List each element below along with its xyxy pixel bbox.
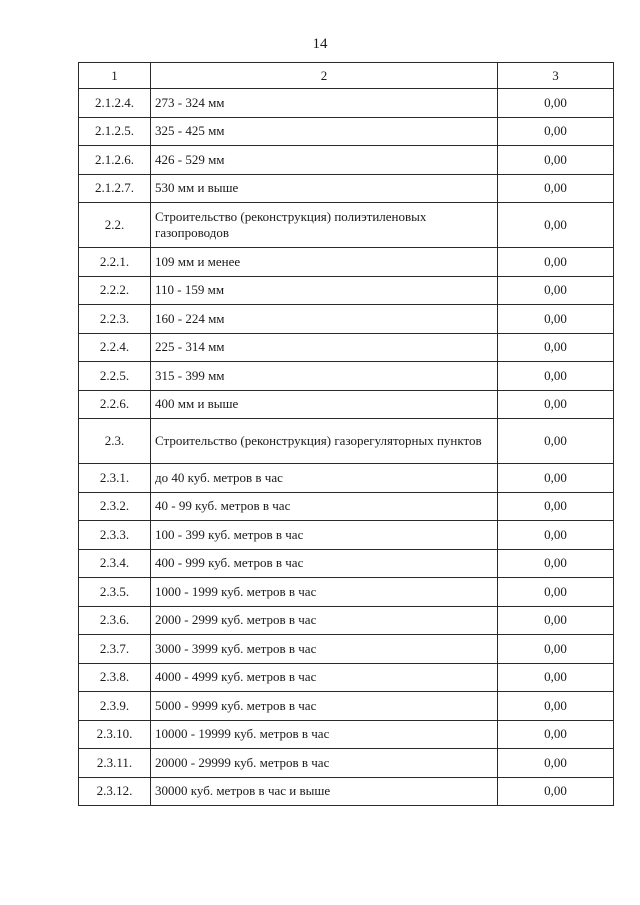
row-code: 2.3.9. (79, 692, 151, 721)
column-header-3: 3 (498, 63, 614, 89)
row-code: 2.3.11. (79, 749, 151, 778)
table-row (79, 578, 614, 607)
row-description: 315 - 399 мм (151, 362, 498, 391)
row-value: 0,00 (498, 390, 614, 419)
column-header-1: 1 (79, 63, 151, 89)
table-row (79, 117, 614, 146)
row-code: 2.2. (79, 203, 151, 248)
row-value: 0,00 (498, 203, 614, 248)
row-code: 2.3.4. (79, 549, 151, 578)
row-description: 4000 - 4999 куб. метров в час (151, 663, 498, 692)
row-value: 0,00 (498, 146, 614, 175)
row-code: 2.3.7. (79, 635, 151, 664)
row-code: 2.3.3. (79, 521, 151, 550)
row-value: 0,00 (498, 89, 614, 118)
row-code: 2.2.3. (79, 305, 151, 334)
table-row (79, 174, 614, 203)
table-row (79, 390, 614, 419)
table-row (79, 89, 614, 118)
row-code: 2.3.1. (79, 464, 151, 493)
row-code: 2.2.5. (79, 362, 151, 391)
row-code: 2.3.6. (79, 606, 151, 635)
row-description: Строительство (реконструкция) полиэтиленовых газопроводов (151, 203, 498, 248)
table-row (79, 305, 614, 334)
row-value: 0,00 (498, 578, 614, 607)
column-header-2: 2 (151, 63, 498, 89)
row-description: 10000 - 19999 куб. метров в час (151, 720, 498, 749)
table-row (79, 549, 614, 578)
row-code: 2.3.8. (79, 663, 151, 692)
row-description: 400 - 999 куб. метров в час (151, 549, 498, 578)
row-value: 0,00 (498, 464, 614, 493)
row-value: 0,00 (498, 305, 614, 334)
row-description: 2000 - 2999 куб. метров в час (151, 606, 498, 635)
table-row (79, 663, 614, 692)
row-description: 1000 - 1999 куб. метров в час (151, 578, 498, 607)
row-code: 2.1.2.6. (79, 146, 151, 175)
row-value: 0,00 (498, 333, 614, 362)
table-row (79, 362, 614, 391)
row-description: Строительство (реконструкция) газорегуляторных пунктов (151, 419, 498, 464)
row-description: 5000 - 9999 куб. метров в час (151, 692, 498, 721)
table-row (79, 146, 614, 175)
row-value: 0,00 (498, 606, 614, 635)
row-code: 2.3.12. (79, 777, 151, 806)
table-row (79, 333, 614, 362)
row-description: 530 мм и выше (151, 174, 498, 203)
row-description: 40 - 99 куб. метров в час (151, 492, 498, 521)
row-code: 2.3.2. (79, 492, 151, 521)
row-code: 2.2.2. (79, 276, 151, 305)
row-code: 2.3. (79, 419, 151, 464)
row-value: 0,00 (498, 777, 614, 806)
table-row (79, 777, 614, 806)
row-value: 0,00 (498, 521, 614, 550)
row-description: 3000 - 3999 куб. метров в час (151, 635, 498, 664)
table-row (79, 521, 614, 550)
row-description: 110 - 159 мм (151, 276, 498, 305)
table-row (79, 749, 614, 778)
table-row (79, 692, 614, 721)
row-description: 160 - 224 мм (151, 305, 498, 334)
row-code: 2.2.4. (79, 333, 151, 362)
table-row (79, 464, 614, 493)
row-value: 0,00 (498, 419, 614, 464)
row-value: 0,00 (498, 362, 614, 391)
row-code: 2.2.6. (79, 390, 151, 419)
table-row (79, 635, 614, 664)
row-code: 2.2.1. (79, 248, 151, 277)
table-row (79, 492, 614, 521)
row-code: 2.1.2.4. (79, 89, 151, 118)
row-description: 426 - 529 мм (151, 146, 498, 175)
row-value: 0,00 (498, 276, 614, 305)
table-row (79, 248, 614, 277)
row-description: до 40 куб. метров в час (151, 464, 498, 493)
table-section-row (79, 419, 614, 464)
row-value: 0,00 (498, 749, 614, 778)
row-value: 0,00 (498, 720, 614, 749)
row-description: 400 мм и выше (151, 390, 498, 419)
row-code: 2.1.2.5. (79, 117, 151, 146)
row-value: 0,00 (498, 492, 614, 521)
row-value: 0,00 (498, 248, 614, 277)
row-code: 2.1.2.7. (79, 174, 151, 203)
row-code: 2.3.5. (79, 578, 151, 607)
row-value: 0,00 (498, 174, 614, 203)
table-row (79, 276, 614, 305)
page-number: 14 (312, 36, 328, 52)
row-value: 0,00 (498, 549, 614, 578)
row-description: 325 - 425 мм (151, 117, 498, 146)
row-description: 273 - 324 мм (151, 89, 498, 118)
table-header-row (79, 63, 614, 89)
table-row (79, 720, 614, 749)
row-value: 0,00 (498, 117, 614, 146)
row-code: 2.3.10. (79, 720, 151, 749)
row-value: 0,00 (498, 692, 614, 721)
tariff-table (78, 62, 614, 806)
table-row (79, 606, 614, 635)
row-description: 30000 куб. метров в час и выше (151, 777, 498, 806)
row-value: 0,00 (498, 635, 614, 664)
table-section-row (79, 203, 614, 248)
row-description: 109 мм и менее (151, 248, 498, 277)
row-value: 0,00 (498, 663, 614, 692)
row-description: 20000 - 29999 куб. метров в час (151, 749, 498, 778)
row-description: 100 - 399 куб. метров в час (151, 521, 498, 550)
row-description: 225 - 314 мм (151, 333, 498, 362)
